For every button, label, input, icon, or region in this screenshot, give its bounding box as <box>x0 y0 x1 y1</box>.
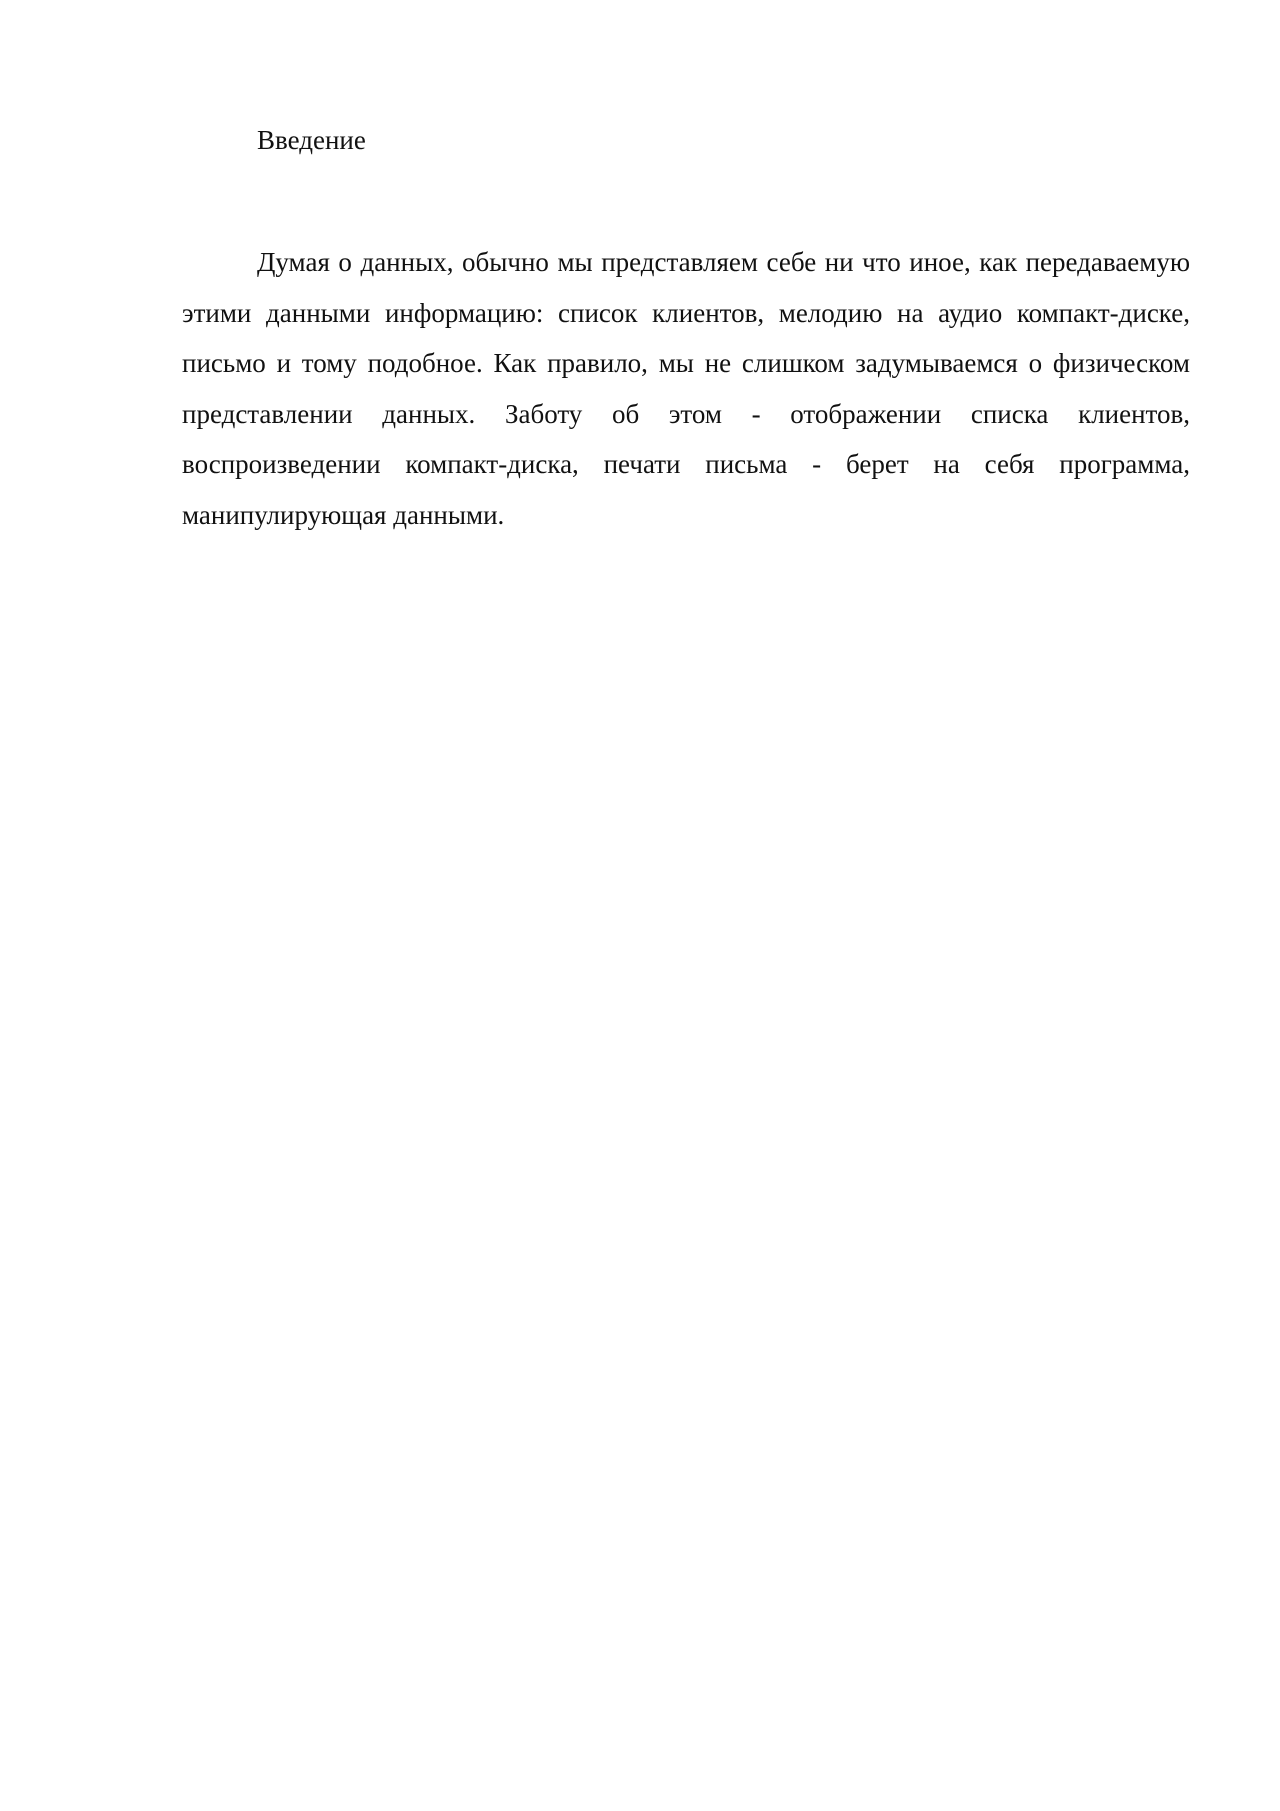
section-heading: Введение <box>257 125 366 155</box>
body-paragraph: Думая о данных, обычно мы представляем себе ни что иное, как передаваемую этими данными информацию: список клиентов, мелодию на аудио компакт-диске, письмо и тому подобное. Как правило, мы не слишком задумываемся о физическом представлении данных. Заботу об этом - отображении списка клиентов, воспроизведении компакт-диска, печати письма - берет на себя программа, манипулирующая данными. <box>182 247 1190 530</box>
